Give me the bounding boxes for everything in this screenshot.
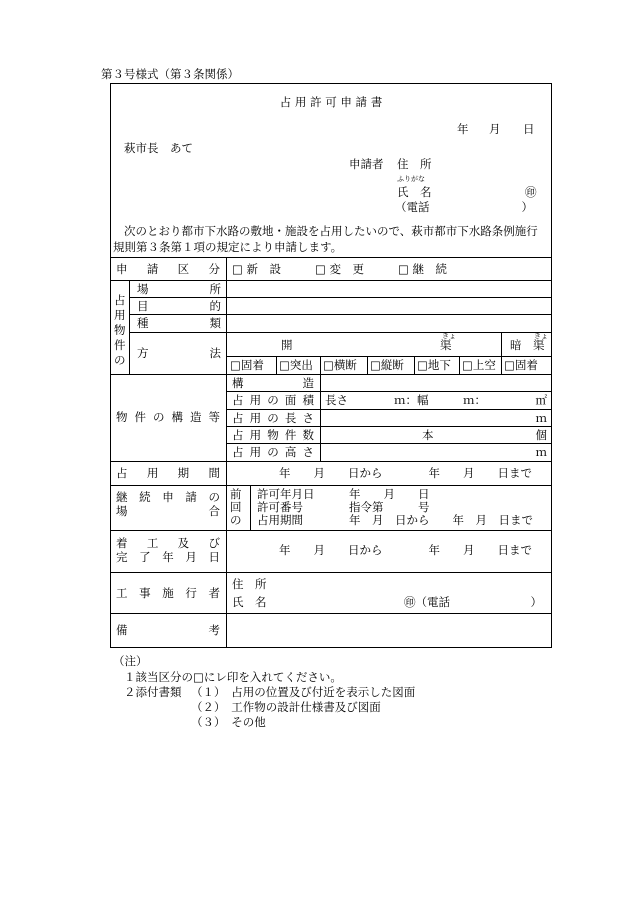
date-month: 月 <box>489 122 501 136</box>
permit-number-label: 許可番号 <box>257 500 303 514</box>
applicant-label: 申請者 <box>349 157 384 171</box>
grid-line <box>110 257 552 258</box>
checkbox-longitudinal[interactable]: □縦断 <box>370 358 404 372</box>
row-label-height: 占 用 の 高 さ <box>232 445 314 459</box>
continuation-label-line1: 継 続 申 請 の <box>116 490 220 504</box>
method-closed-kana: きょ <box>534 332 548 340</box>
grid-line <box>226 391 552 392</box>
grid-line <box>226 426 552 427</box>
prev-period-label: 占用期間 <box>257 513 303 527</box>
area-unit: ㎡ <box>535 393 547 407</box>
row-label-structure: 構 造 <box>232 376 314 390</box>
form-title: 占 用 許 可 申 請 書 <box>279 95 383 109</box>
area-value: 長さ ｍ：幅 ｍ： <box>325 393 486 407</box>
row-label-length: 占 用 の 長 さ <box>232 411 314 425</box>
grid-line <box>414 356 415 374</box>
method-closed: 暗 渠 <box>510 338 545 352</box>
row-label-kind: 種 類 <box>137 316 221 330</box>
notes-heading: （注） <box>113 654 148 668</box>
row-label-place: 場 所 <box>137 282 221 296</box>
grid-line <box>320 374 321 461</box>
checkbox-protrude[interactable]: □突出 <box>279 358 313 372</box>
continuation-label-line2: 場 合 <box>116 504 220 518</box>
furigana-label: ふりがな <box>397 175 425 183</box>
notes-line1: １該当区分の□にレ印を入れてください。 <box>124 670 342 684</box>
grid-line <box>320 356 321 374</box>
permit-date-label: 許可年月日 <box>257 487 315 501</box>
occupied-object-label: 占用物件の <box>114 293 126 367</box>
checkbox-fixed-closed[interactable]: □固着 <box>504 358 538 372</box>
checkbox-new[interactable]: □ 新 設 <box>232 262 282 276</box>
prev-char-1: 前 <box>230 487 242 501</box>
occupation-period-value: 年 月 日から 年 月 日まで <box>279 466 532 480</box>
contractor-address-label: 住 所 <box>232 577 267 591</box>
grid-line <box>110 530 552 531</box>
construction-dates-value: 年 月 日から 年 月 日まで <box>279 543 532 557</box>
checkbox-cross[interactable]: □横断 <box>323 358 357 372</box>
grid-line <box>110 461 552 462</box>
attachment-item-3: （３） その他 <box>191 715 266 729</box>
height-unit: ｍ <box>535 445 547 459</box>
seal-mark: ㊞ <box>525 185 537 199</box>
row-label-count: 占 用 物 件 数 <box>232 428 314 442</box>
row-label-method: 方 法 <box>137 346 221 360</box>
grid-line <box>110 613 552 614</box>
grid-line <box>276 356 277 374</box>
method-channel: 渠 <box>440 338 452 352</box>
border-right <box>551 83 552 648</box>
grid-line <box>250 485 251 530</box>
attachment-item-1: （１） 占用の位置及び付近を表示した図面 <box>191 685 416 699</box>
row-label-purpose: 目 的 <box>137 299 221 313</box>
construction-label-line1: 着 工 及 び <box>116 536 220 550</box>
method-open-kana: きょ <box>442 332 456 340</box>
grid-line <box>226 409 552 410</box>
grid-line <box>226 443 552 444</box>
contractor-label: 工 事 施 行 者 <box>116 586 220 600</box>
applicant-address-label: 住 所 <box>397 157 432 171</box>
checkbox-fixed-open[interactable]: □固着 <box>230 358 264 372</box>
grid-line <box>110 374 552 375</box>
grid-line <box>226 257 227 648</box>
contractor-seal-phone: ㊞（電話 ） <box>404 595 542 609</box>
grid-line <box>226 356 552 357</box>
structure-label: 物 件 の 構 造 等 <box>116 410 220 424</box>
remarks-label: 備 考 <box>116 623 220 637</box>
grid-line <box>110 485 552 486</box>
permit-date-value: 年 月 日 <box>349 487 430 501</box>
application-type-label: 申 請 区 分 <box>116 262 220 276</box>
date-year: 年 <box>457 122 469 136</box>
notes-attachments-label: ２添付書類 <box>124 685 182 699</box>
count-value: 本 <box>422 428 434 442</box>
checkbox-underground[interactable]: □地下 <box>417 358 451 372</box>
intro-text-line1: 次のとおり都市下水路の敷地・施設を占用したいので、萩市都市下水路条例施行 <box>124 224 538 238</box>
addressee: 萩市長 あて <box>124 141 193 155</box>
intro-text-line2: 規則第３条第１項の規定により申請します。 <box>113 240 343 254</box>
prev-char-2: 回 <box>230 500 242 514</box>
occupation-period-label: 占 用 期 間 <box>116 466 220 480</box>
grid-line <box>367 356 368 374</box>
grid-line <box>459 356 460 374</box>
row-label-area: 占 用 の 面 積 <box>232 393 314 407</box>
border-top <box>110 83 552 84</box>
applicant-phone: （電話 ） <box>395 200 533 214</box>
grid-line <box>110 572 552 573</box>
length-unit: ｍ <box>535 411 547 425</box>
grid-line <box>501 332 502 374</box>
grid-line <box>129 332 552 333</box>
grid-line <box>129 297 552 298</box>
permit-number-value: 指令第 号 <box>349 500 430 514</box>
prev-char-3: の <box>230 513 242 527</box>
date-day: 日 <box>523 122 535 136</box>
border-bottom <box>110 647 552 648</box>
method-open: 開 <box>281 338 293 352</box>
construction-label-line2: 完 了 年 月 日 <box>116 550 220 564</box>
grid-line <box>110 280 552 281</box>
grid-line <box>129 280 130 374</box>
grid-line <box>129 314 552 315</box>
applicant-name-label: 氏 名 <box>397 185 432 199</box>
checkbox-continue[interactable]: □ 継 続 <box>398 262 448 276</box>
prev-period-value: 年 月 日から 年 月 日まで <box>349 513 533 527</box>
border-left <box>110 83 111 648</box>
form-label: 第３号様式（第３条関係） <box>101 67 239 81</box>
checkbox-overhead[interactable]: □上空 <box>462 358 496 372</box>
count-unit: 個 <box>535 428 547 442</box>
attachment-item-2: （２） 工作物の設計仕様書及び図面 <box>191 700 381 714</box>
checkbox-change[interactable]: □ 変 更 <box>315 262 365 276</box>
contractor-name-label: 氏 名 <box>232 595 267 609</box>
